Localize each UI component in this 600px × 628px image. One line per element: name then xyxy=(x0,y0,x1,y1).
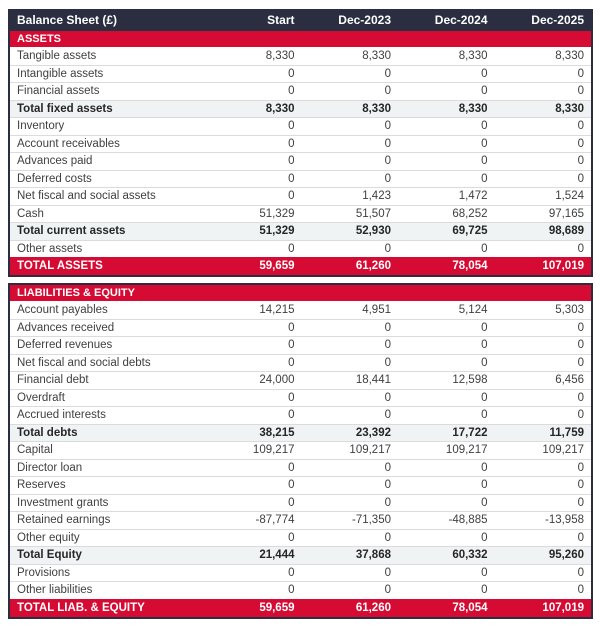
row-value: 95,260 xyxy=(548,549,584,562)
row-label: Account receivables xyxy=(17,137,120,150)
row-label: Investment grants xyxy=(17,496,109,509)
row-value: 0 xyxy=(384,339,391,352)
row-value: 0 xyxy=(384,409,391,422)
row-label: Inventory xyxy=(17,120,65,133)
row-label: Deferred revenues xyxy=(17,339,113,352)
row-label: Provisions xyxy=(17,566,71,579)
row-label: Other assets xyxy=(17,242,83,255)
row-value: 0 xyxy=(384,67,391,80)
section-header xyxy=(10,31,591,47)
table-row xyxy=(10,319,591,337)
total-value: 78,054 xyxy=(452,601,488,614)
row-label: Total current assets xyxy=(17,225,126,238)
row-value: -87,774 xyxy=(255,514,295,527)
table-row xyxy=(10,389,591,407)
row-value: 0 xyxy=(481,584,488,597)
row-value: 0 xyxy=(288,85,295,98)
table-row xyxy=(10,47,591,65)
row-value: -71,350 xyxy=(351,514,391,527)
table-row xyxy=(10,170,591,188)
row-value: 0 xyxy=(288,409,295,422)
row-value: 0 xyxy=(481,120,488,133)
table-row xyxy=(10,354,591,372)
row-value: 0 xyxy=(288,339,295,352)
row-value: 69,725 xyxy=(452,225,488,238)
row-label: Retained earnings xyxy=(17,514,111,527)
row-value: 0 xyxy=(481,461,488,474)
row-value: 109,217 xyxy=(542,444,584,457)
table-row xyxy=(10,529,591,547)
table-row xyxy=(10,441,591,459)
row-label: Financial assets xyxy=(17,85,100,98)
row-value: -13,958 xyxy=(544,514,584,527)
table-row xyxy=(10,301,591,319)
row-value: 8,330 xyxy=(362,49,391,62)
table-row xyxy=(10,187,591,205)
section-header xyxy=(10,285,591,301)
row-value: 0 xyxy=(481,391,488,404)
row-value: 60,332 xyxy=(452,549,488,562)
table-row xyxy=(10,336,591,354)
row-value: 0 xyxy=(384,85,391,98)
row-value: 0 xyxy=(481,137,488,150)
row-value: 0 xyxy=(288,321,295,334)
total-value: 59,659 xyxy=(259,601,295,614)
total-row xyxy=(10,257,591,275)
row-value: 6,456 xyxy=(555,374,584,387)
row-value: 0 xyxy=(481,172,488,185)
total-label: TOTAL ASSETS xyxy=(17,260,103,272)
total-value: 107,019 xyxy=(542,260,584,272)
table-row xyxy=(10,511,591,529)
row-value: 0 xyxy=(481,155,488,168)
row-value: 8,330 xyxy=(362,102,391,115)
row-value: 0 xyxy=(288,242,295,255)
row-value: 37,868 xyxy=(355,549,391,562)
row-value: 0 xyxy=(288,172,295,185)
row-value: 0 xyxy=(384,242,391,255)
row-value: 5,303 xyxy=(555,303,584,316)
row-value: 0 xyxy=(384,461,391,474)
row-value: 0 xyxy=(577,321,584,334)
row-value: 0 xyxy=(577,339,584,352)
row-value: 51,329 xyxy=(259,207,295,220)
row-value: 0 xyxy=(577,479,584,492)
row-value: 0 xyxy=(288,584,295,597)
row-value: 52,930 xyxy=(355,225,391,238)
row-label: Cash xyxy=(17,207,44,220)
row-label: Financial debt xyxy=(17,374,89,387)
section-assets xyxy=(10,31,591,275)
row-value: 109,217 xyxy=(349,444,391,457)
row-value: 24,000 xyxy=(259,374,295,387)
row-value: 51,329 xyxy=(259,225,295,238)
row-value: 17,722 xyxy=(452,426,488,439)
row-value: 23,392 xyxy=(355,426,391,439)
row-value: 0 xyxy=(288,356,295,369)
row-value: 8,330 xyxy=(458,102,488,115)
row-value: 68,252 xyxy=(452,207,488,220)
row-value: 11,759 xyxy=(549,426,584,439)
table-row xyxy=(10,222,591,240)
row-value: 1,472 xyxy=(458,190,488,203)
row-value: 0 xyxy=(577,461,584,474)
row-label: Deferred costs xyxy=(17,172,92,185)
table-header xyxy=(10,9,591,31)
row-value: 97,165 xyxy=(548,207,584,220)
table-row xyxy=(10,117,591,135)
row-label: Net fiscal and social debts xyxy=(17,356,151,369)
row-value: 0 xyxy=(288,120,295,133)
total-value: 61,260 xyxy=(355,601,391,614)
row-value: 0 xyxy=(577,120,584,133)
row-value: 0 xyxy=(384,566,391,579)
table-row xyxy=(10,424,591,442)
row-value: 18,441 xyxy=(355,374,391,387)
row-label: Tangible assets xyxy=(17,49,97,62)
row-value: 0 xyxy=(384,321,391,334)
row-value: 0 xyxy=(384,584,391,597)
row-value: 0 xyxy=(288,531,295,544)
row-label: Intangible assets xyxy=(17,67,104,80)
total-label: TOTAL LIAB. & EQUITY xyxy=(17,601,145,614)
table-row xyxy=(10,459,591,477)
table-row xyxy=(10,100,591,118)
row-value: 8,330 xyxy=(555,49,584,62)
row-value: 8,330 xyxy=(555,102,584,115)
section-liabilities-equity xyxy=(10,285,591,617)
row-value: 4,951 xyxy=(362,303,391,316)
row-value: 98,689 xyxy=(548,225,584,238)
table-row xyxy=(10,205,591,223)
row-value: 0 xyxy=(481,85,488,98)
row-value: 0 xyxy=(481,242,488,255)
row-label: Capital xyxy=(17,444,53,457)
table-row xyxy=(10,82,591,100)
row-value: 0 xyxy=(577,242,584,255)
row-label: Total debts xyxy=(17,426,78,439)
liabilities-equity-block xyxy=(8,283,593,619)
row-value: 0 xyxy=(384,531,391,544)
row-value: 5,124 xyxy=(458,303,488,316)
row-value: 0 xyxy=(384,155,391,168)
row-value: -48,885 xyxy=(448,514,488,527)
row-value: 0 xyxy=(288,496,295,509)
row-value: 0 xyxy=(384,391,391,404)
row-label: Net fiscal and social assets xyxy=(17,190,156,203)
column-header-dec-2023: Dec-2023 xyxy=(338,13,391,27)
row-value: 0 xyxy=(288,461,295,474)
row-value: 0 xyxy=(481,566,488,579)
row-value: 0 xyxy=(481,339,488,352)
row-value: 0 xyxy=(384,479,391,492)
row-label: Advances received xyxy=(17,321,115,334)
row-value: 0 xyxy=(577,137,584,150)
total-value: 61,260 xyxy=(355,260,391,272)
row-label: Account payables xyxy=(17,303,108,316)
row-value: 0 xyxy=(577,391,584,404)
row-value: 0 xyxy=(288,155,295,168)
table-row xyxy=(10,406,591,424)
row-value: 0 xyxy=(288,391,295,404)
row-value: 0 xyxy=(481,496,488,509)
row-value: 0 xyxy=(577,496,584,509)
row-value: 0 xyxy=(288,67,295,80)
row-value: 0 xyxy=(481,321,488,334)
row-value: 109,217 xyxy=(252,444,295,457)
row-label: Other liabilities xyxy=(17,584,93,597)
row-value: 1,524 xyxy=(555,190,584,203)
row-label: Director loan xyxy=(17,461,83,474)
row-label: Overdraft xyxy=(17,391,65,404)
column-header-dec-2025: Dec-2025 xyxy=(531,13,584,27)
total-value: 78,054 xyxy=(452,260,488,272)
row-value: 8,330 xyxy=(458,49,488,62)
row-value: 1,423 xyxy=(362,190,391,203)
row-value: 0 xyxy=(577,531,584,544)
row-value: 8,330 xyxy=(265,102,295,115)
row-value: 0 xyxy=(577,155,584,168)
row-value: 0 xyxy=(481,479,488,492)
row-label: Accrued interests xyxy=(17,409,106,422)
row-value: 0 xyxy=(384,356,391,369)
row-value: 0 xyxy=(384,496,391,509)
row-label: Other equity xyxy=(17,531,80,544)
table-row xyxy=(10,65,591,83)
table-row xyxy=(10,476,591,494)
table-row xyxy=(10,564,591,582)
section-header-label: LIABILITIES & EQUITY xyxy=(17,287,135,299)
assets-block xyxy=(8,9,593,277)
table-row xyxy=(10,371,591,389)
row-value: 0 xyxy=(577,67,584,80)
row-value: 0 xyxy=(577,584,584,597)
row-value: 109,217 xyxy=(445,444,488,457)
row-label: Advances paid xyxy=(17,155,93,168)
total-value: 59,659 xyxy=(259,260,295,272)
balance-sheet xyxy=(8,9,593,619)
row-value: 0 xyxy=(288,137,295,150)
row-value: 8,330 xyxy=(265,49,295,62)
row-value: 0 xyxy=(481,67,488,80)
total-row xyxy=(10,599,591,617)
row-value: 14,215 xyxy=(259,303,295,316)
row-value: 0 xyxy=(577,85,584,98)
table-row xyxy=(10,546,591,564)
row-value: 0 xyxy=(577,566,584,579)
table-row xyxy=(10,152,591,170)
row-value: 0 xyxy=(288,190,295,203)
row-value: 0 xyxy=(384,137,391,150)
column-header-start: Start xyxy=(267,13,295,27)
row-label: Total fixed assets xyxy=(17,102,113,115)
row-value: 0 xyxy=(384,120,391,133)
total-value: 107,019 xyxy=(542,601,584,614)
row-label: Total Equity xyxy=(17,549,82,562)
row-label: Reserves xyxy=(17,479,66,492)
column-header-dec-2024: Dec-2024 xyxy=(434,13,488,27)
section-header-label: ASSETS xyxy=(17,33,62,45)
row-value: 0 xyxy=(577,409,584,422)
row-value: 0 xyxy=(288,479,295,492)
table-row xyxy=(10,135,591,153)
page-title: Balance Sheet (£) xyxy=(17,13,118,27)
row-value: 21,444 xyxy=(259,549,295,562)
row-value: 51,507 xyxy=(355,207,391,220)
row-value: 0 xyxy=(577,172,584,185)
table-row xyxy=(10,494,591,512)
row-value: 0 xyxy=(288,566,295,579)
table-row xyxy=(10,240,591,258)
row-value: 0 xyxy=(577,356,584,369)
row-value: 12,598 xyxy=(452,374,488,387)
row-value: 0 xyxy=(481,356,488,369)
row-value: 0 xyxy=(384,172,391,185)
row-value: 0 xyxy=(481,409,488,422)
table-row xyxy=(10,581,591,599)
row-value: 38,215 xyxy=(259,426,295,439)
row-value: 0 xyxy=(481,531,488,544)
